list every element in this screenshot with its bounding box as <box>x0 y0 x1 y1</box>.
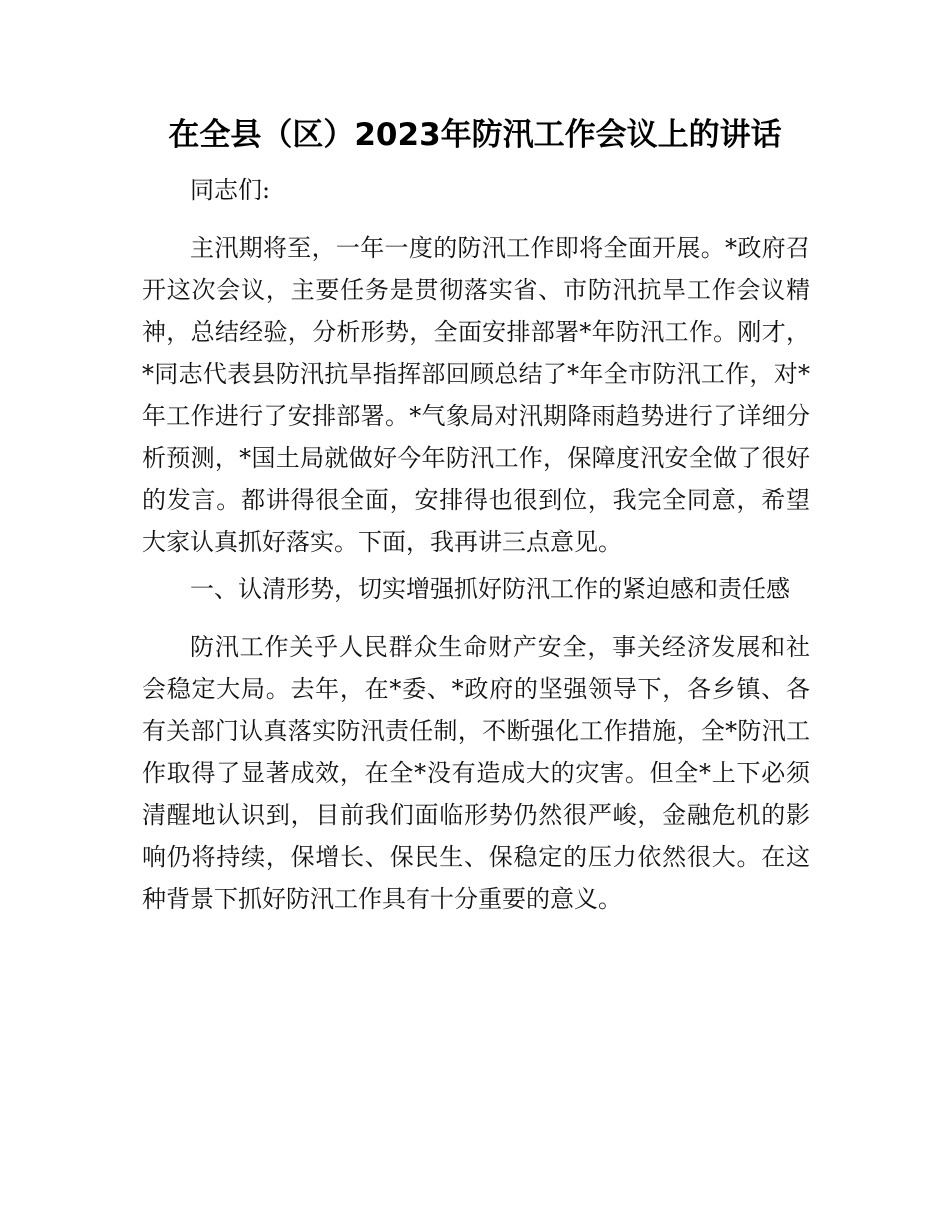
document-title: 在全县（区）2023年防汛工作会议上的讲话 <box>168 117 782 153</box>
greeting: 同志们: <box>190 176 271 204</box>
section-heading-1: 一、认清形势，切实增强抓好防汛工作的紧迫感和责任感 <box>190 575 790 603</box>
paragraph-section-1: 防汛工作关乎人民群众生命财产安全，事关经济发展和社会稳定大局。去年，在*委、*政府的坚强领导下，各乡镇、各有关部门认真落实防汛责任制，不断强化工作措施，全*防汛工作取得了显著成效，在全*没有造成大的灾害。但全*上下必须清醒地认识到，目前我们面临形势仍然很严峻，金融危机的影响仍将持续，保增长、保民生、保稳定的压力依然很大。在这种背景下抓好防汛工作具有十分重要的意义。 <box>142 633 810 913</box>
paragraph-opening: 主汛期将至，一年一度的防汛工作即将全面开展。*政府召开这次会议，主要任务是贯彻落实省、市防汛抗旱工作会议精神，总结经验，分析形势，全面安排部署*年防汛工作。刚才，*同志代表县防汛抗旱指挥部回顾总结了*年全市防汛工作，对*年工作进行了安排部署。*气象局对汛期降雨趋势进行了详细分析预测，*国土局就做好今年防汛工作，保障度汛安全做了很好的发言。都讲得很全面，安排得也很到位，我完全同意，希望大家认真抓好落实。下面，我再讲三点意见。 <box>142 234 810 556</box>
